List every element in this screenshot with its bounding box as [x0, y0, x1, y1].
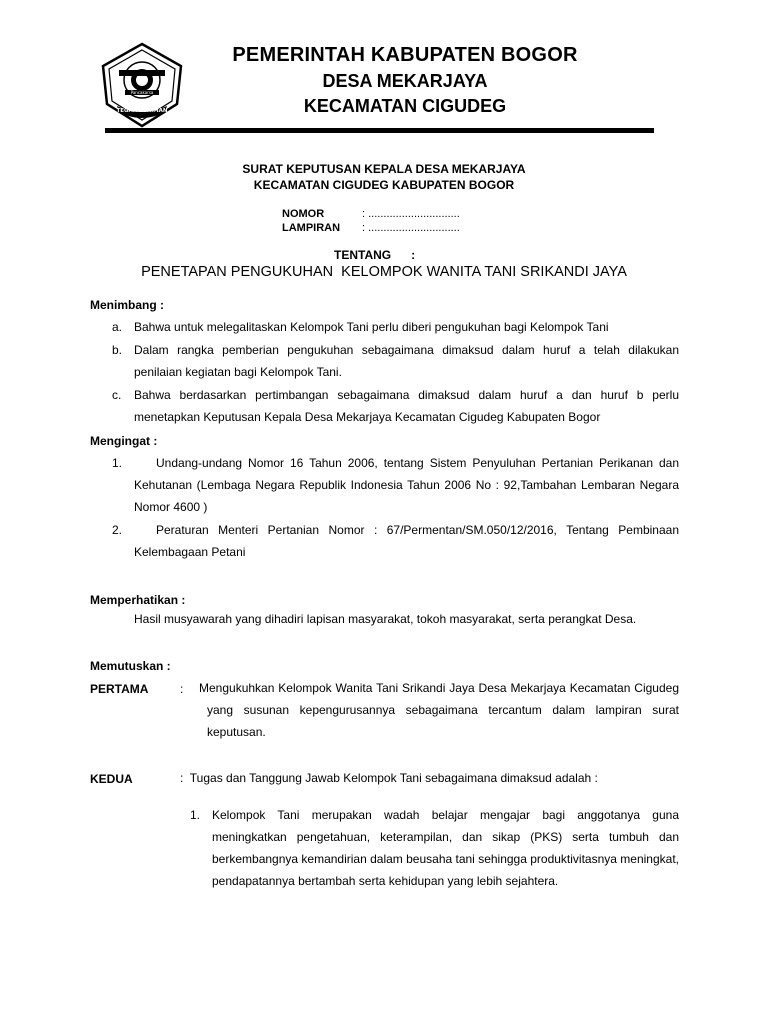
header-village-name: DESA MEKARJAYA — [322, 71, 488, 91]
pertama-label: PERTAMA — [90, 682, 149, 696]
lampiran-value: : .............................. — [362, 222, 460, 234]
menimbang-a-marker: a. — [112, 320, 123, 334]
tentang-label: TENTANG : — [334, 248, 416, 262]
nomor-row — [282, 208, 460, 220]
mengingat-2-text: Peraturan Menteri Pertanian Nomor : 67/Permentan/SM.050/12/2016, Tentang Pembinaan Kelembagaan Petani — [134, 523, 679, 559]
mengingat-heading: Mengingat : — [90, 434, 158, 448]
menimbang-b-marker: b. — [112, 343, 123, 357]
pertama-colon: : — [180, 682, 184, 696]
menimbang-heading: Menimbang : — [90, 298, 164, 312]
kedua-1-text: Kelompok Tani merupakan wadah belajar mengajar bagi anggotanya guna meningkatkan pengetahuan, keterampilan, dan sikap (PKS) serta tumbuh dan berkembangnya kemandirian dalam beusaha tani sehingga produktivitasnya meningkat, pendapatannya bertambah serta kehidupan yang lebih sejahtera. — [212, 808, 679, 888]
decree-subject: PENETAPAN PENGUKUHAN KELOMPOK WANITA TANI SRIKANDI JAYA — [141, 264, 627, 280]
logo-subtext: Pancakarsa — [130, 90, 154, 95]
memperhatikan-heading: Memperhatikan : — [90, 593, 186, 607]
pertama-text: Mengukuhkan Kelompok Wanita Tani Srikandi Jaya Desa Mekarjaya Kecamatan Cigudeg yang susunan kepengurusannya sebagaimana tercantum dalam lampiran surat keputusan. — [199, 681, 679, 739]
nomor-label: NOMOR — [282, 208, 325, 220]
decree-title-line1: SURAT KEPUTUSAN KEPALA DESA MEKARJAYA — [242, 162, 526, 176]
kedua-label: KEDUA — [90, 772, 133, 786]
menimbang-b-text: Dalam rangka pemberian pengukuhan sebagaimana dimaksud dalam huruf a telah dilakukan penilaian kegiatan bagi Kelompok Tani. — [134, 343, 679, 379]
nomor-value: : .............................. — [362, 208, 460, 220]
menimbang-c-marker: c. — [112, 388, 122, 402]
bogor-regency-emblem-icon — [97, 40, 187, 130]
lampiran-row — [282, 222, 460, 234]
memperhatikan-text: Hasil musyawarah yang dihadiri lapisan masyarakat, tokoh masyarakat, serta perangkat Desa. — [134, 612, 637, 626]
header-government-name: PEMERINTAH KABUPATEN BOGOR — [232, 44, 578, 66]
kedua-1-marker: 1. — [190, 808, 201, 822]
mengingat-2-marker: 2. — [112, 523, 123, 537]
kedua-text-row: : Tugas dan Tanggung Jawab Kelompok Tani sebagaimana dimaksud adalah : — [180, 771, 598, 785]
memutuskan-heading: Memutuskan : — [90, 659, 171, 673]
kedua-text: Tugas dan Tanggung Jawab Kelompok Tani sebagaimana dimaksud adalah : — [189, 771, 598, 785]
header-district-name: KECAMATAN CIGUDEG — [303, 96, 507, 116]
menimbang-c-text: Bahwa berdasarkan pertimbangan sebagaimana dimaksud dalam huruf a dan huruf b perlu menetapkan Keputusan Kepala Desa Mekarjaya Kecamatan Cigudeg Kabupaten Bogor — [134, 388, 679, 424]
decree-title-line2: KECAMATAN CIGUDEG KABUPATEN BOGOR — [253, 178, 515, 192]
mengingat-1-marker: 1. — [112, 456, 123, 470]
mengingat-1-text: Undang-undang Nomor 16 Tahun 2006, tentang Sistem Penyuluhan Pertanian Perikanan dan Kehutanan (Lembaga Negara Republik Indonesia Tahun 2006 No : 92,Tambahan Lembaran Negara Nomor 4600 ) — [134, 456, 679, 514]
header-divider — [105, 128, 654, 133]
logo-motto: TEGAR BERIMAN — [116, 108, 168, 114]
lampiran-label: LAMPIRAN — [282, 222, 341, 234]
menimbang-a-text: Bahwa untuk melegalitaskan Kelompok Tani perlu diberi pengukuhan bagi Kelompok Tani — [134, 320, 609, 334]
